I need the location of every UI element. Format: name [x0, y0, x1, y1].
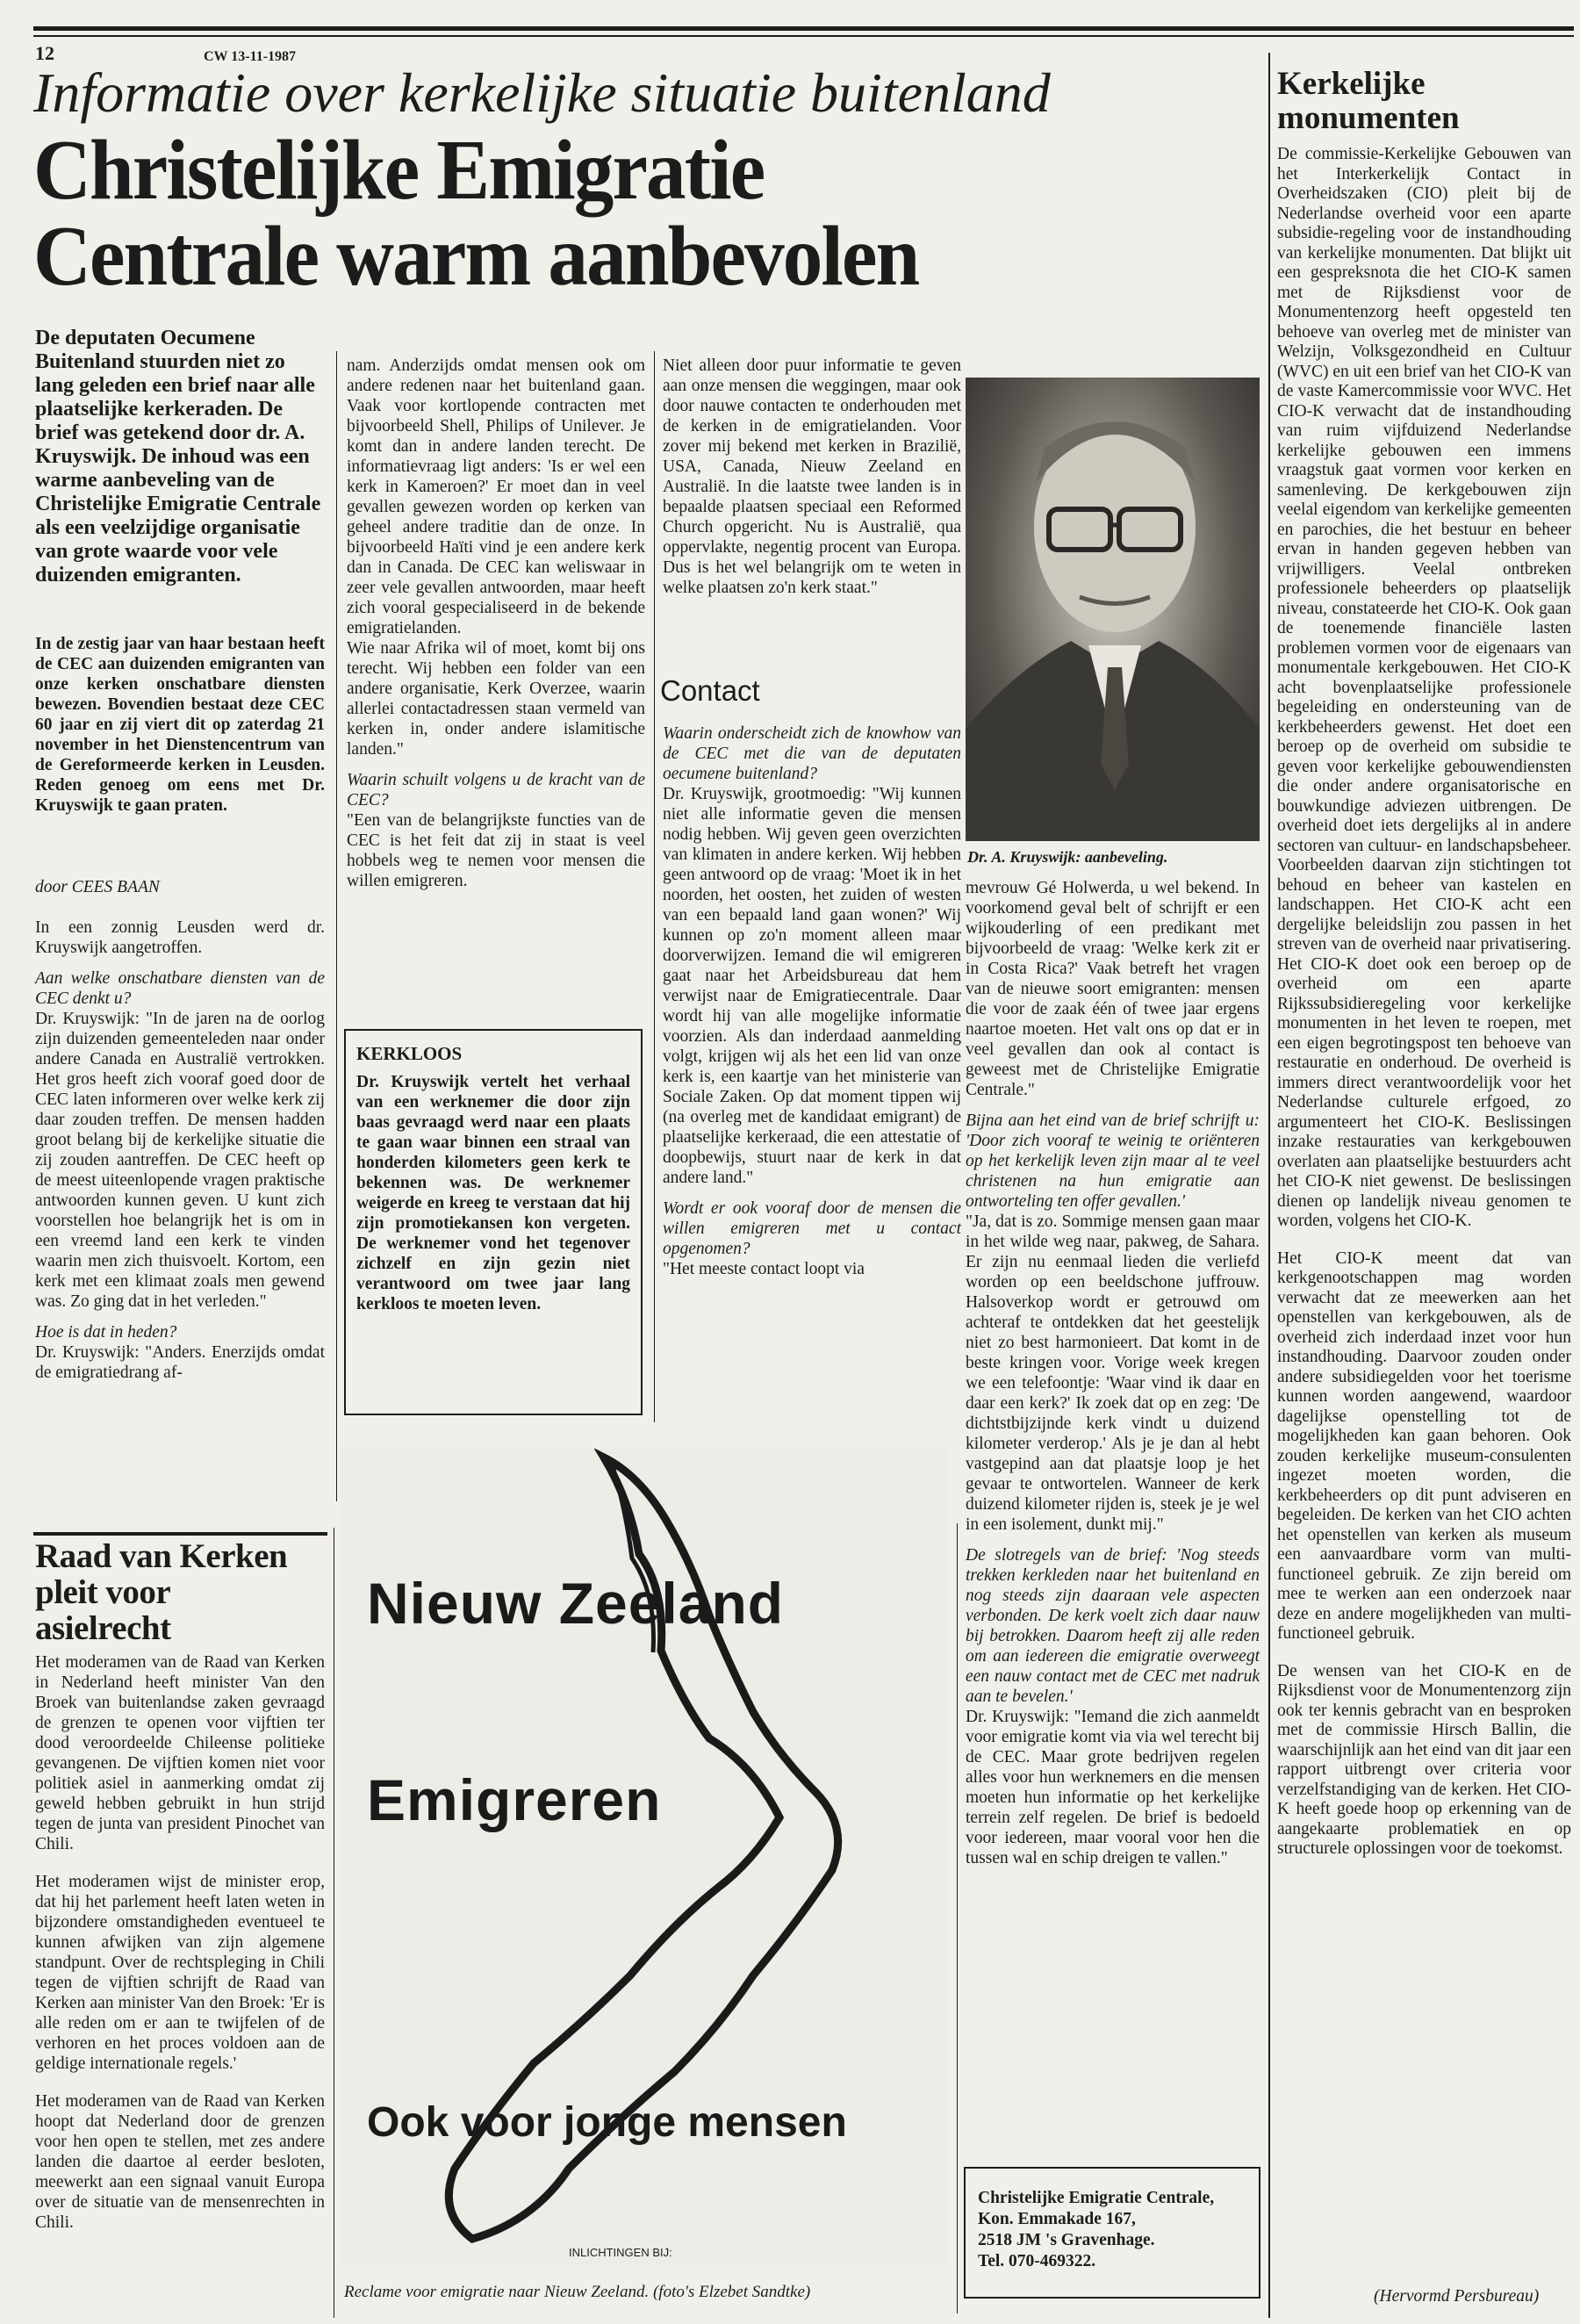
ad-subtitle: Emigreren [367, 1767, 662, 1832]
article-kicker: Informatie over kerkelijke situatie buitenland [33, 61, 1051, 124]
paragraph: Het CIO-K meent dat van kerkgenootschappen mag worden verwacht dat ze meewerken aan het openstellen van kerkgebouwen, als de overheid zich inderdaad inzet voor hun instandhouding. Daarvoor zouden onder andere subsidiegelden voor het toerisme kunnen worden aangewend, waardoor dagelijkse openstelling tot de mogelijkheden kan gaan behoren. Ook zouden kerkelijke museum-consulenten ingezet moeten worden, die kerkbeheerders op dit punt adviseren en begeleiden. De kerken van het CIO achten het openstellen van kerken als museum een aanvaardbare vorm van multi-functioneel gebruik. Ze zijn bereid om mee te werken aan een onderzoek naar deze en andere mogelijkheden van multi-functioneel gebruik. [1277, 1248, 1571, 1643]
paragraph: Dr. Kruyswijk: "In de jaren na de oorlog zijn duizenden gemeenteleden naar onder andere Canada en Australië vertrokken. Het gros heeft zich vooraf goed door de CEC laten informeren over welke kerk zij daar zouden treffen. De mensen hadden groot belang bij de kerkelijke situatie die zij zouden aantreffen. De CEC heeft op de meest uiteenlopende vragen praktische antwoorden kunnen geven. U kunt zich voorstellen hoe belangrijk het is om in een vreemd land een kerk te vinden waarin men zich thuisvoelt. Kortom, een kerk met een klimaat zoals men gewend was. Zo ging dat in het verleden." [35, 1010, 325, 1311]
paragraph: "Ja, dat is zo. Sommige mensen gaan maar in het wilde weg naar, pakweg, de Sahara. Er zijn nu eenmaal lieden die verliefd worden op een beeldschone juffrouw. Halsoverkop wordt er getrouwd om achteraf te ontdekken dat het geestelijk niet zo best harmonieert. Dat komt in de beste kringen voor. Vorige week kregen we een telefoontje: 'Waar vind ik daar en daar een kerk?' Ik zoek dat op en zeg: 'De dichtstbijzijnde kerk vindt u duizend kilometer verderop.' Als je je dan al hebt vastgepind aan dat plaatsje loop je het gevaar te ontwortelen. Wanneer de kerk duizend kilometer rijden is, steek je je wel in een isolement, dunkt mij." [966, 1212, 1260, 1534]
monumenten-body [1277, 145, 1571, 1860]
paragraph: Waarin schuilt volgens u de kracht van de CEC? [347, 771, 645, 809]
paragraph: Wordt er ook vooraf door de mensen die willen emigreren met u contact opgenomen? [663, 1199, 961, 1258]
column-2-body [347, 356, 645, 891]
monumenten-headline-line: Kerkelijke [1277, 66, 1426, 102]
column-4-body [966, 878, 1260, 1868]
ad-small-print: INLICHTINGEN BIJ: [569, 2246, 672, 2259]
paragraph: Niet alleen door puur informatie te geven aan onze mensen die weggingen, maar ook door nauwe contacten te onderhouden met de kerken in de emigratielanden. Voor zover mij bekend met kerken in Brazilië, USA, Canada, Nieuw Zeeland en Australië. In die laatste twee landen is in bepaalde plaatsen speciaal een Reformed Church opgericht. Nu is Australië, qua oppervlakte, negentig procent van Europa. Dus is het wel belangrijk om te weten in welke plaatsen zo'n kerk staat." [663, 356, 961, 597]
column-rule [1268, 53, 1270, 2318]
raad-body [35, 1652, 325, 2233]
paragraph: Waarin onderscheidt zich de knowhow van de CEC met die van de deputaten oecumene buitenland? [663, 724, 961, 783]
article-lead: De deputaten Oecumene Buitenland stuurden niet zo lang geleden een brief naar alle plaatselijke kerkeraden. De brief was getekend door dr. A. Kruyswijk. De inhoud was een warme aanbeveling van de Christelijke Emigratie Centrale als een veelzijdige organisatie van grote waarde voor vele duizenden emigranten. [35, 327, 321, 586]
ad-image [341, 1449, 946, 2265]
column-rule [654, 351, 655, 1422]
top-rule-thin [33, 35, 1574, 37]
address-line: 2518 JM 's Gravenhage. [978, 2231, 1155, 2249]
raad-headline-line: pleit voor [35, 1573, 171, 1611]
page-number: 12 [35, 42, 54, 64]
paragraph: De commissie-Kerkelijke Gebouwen van het Interkerkelijk Contact in Overheidszaken (CIO) pleit bij de Nederlandse overheid voor een aparte subsidie-regeling voor de instandhouding van kerkelijke monumenten. Dat blijkt uit een gespreksnota die het CIO-K samen met de Rijksdienst voor de Monumentenzorg heeft opgesteld ten behoeve van overleg met de minister van Welzijn, Volksgezondheid en Cultuur (WVC) en uit een brief van het CIO-K van de vaste Kamercommissie voor WVC. Het CIO-K verwacht dat de instandhouding van ruim vijfduizend Nederlandse kerkelijke gebouwen een immens vraagstuk gaat vormen voor kerken en samenleving. De kerkgebouwen zijn veelal eigendom van kerkelijke gemeenten en parochies, die het bestuur en beheer ervan in handen gegeven hebben van vrijwilligers. Veelal ontbreken professionele beheerders op plaatselijk niveau, constateerde het CIO-K. Ook gaan de toenemende financiële lasten problemen vormen voor de eigenaars van monumentale kerkgebouwen. Het CIO-K acht bovenplaatselijke professionele begeleiding en ondersteuning van de kerkbeheerders gewenst. Het doet een beroep op de overheid om subsidie te geven voor kerkelijke gebouwendiensten die onder andere organisatorische en bouwkundige adviezen uitbrengen. De overheid doet iets dergelijks al in andere sectoren van cultuur- en landschapsbeheer. Voorbeelden daarvan zijn stichtingen tot behoud en beheer van kastelen en landschappen. Het CIO-K acht een dergelijke beleidslijn zou passen in het streven van de overheid naar privatisering. Het CIO-K doet ook een beroep op de overheid om een aparte Rijkssubsidieregeling voor kerkelijke monumenten in het leven te roepen, met een eigen begrotingspost ten behoeve van restauratie en onderhoud. De overheid is immers direct verantwoordelijk voor het Nederlandse culturele erfgoed, zo argumenteert het CIO-K. Beslissingen inzake restauraties van kerkgebouwen overlaten aan plaatselijke bestuurders acht het CIO-K niet gewenst. De beslissingen dienen op landelijk niveau genomen te worden, volgens het CIO-K. [1277, 145, 1571, 1230]
column-3-body [663, 356, 961, 598]
paragraph: nam. Anderzijds omdat mensen ook om andere redenen naar het buitenland gaan. Vaak voor kortlopende contracten met bijvoorbeeld Shell, Philips of Unilever. Je komt dan in andere landen terecht. De informatievraag ligt anders: 'Is er wel een kerk in Kameroen?' Er moet dan in veel gevallen gewezen worden op kerken van geheel andere traditie dan de onze. In bijvoorbeeld Haïti vind je een andere kerk dan in Canada. De CEC kan weliswaar in zeer vele gevallen antwoorden, maar heeft zich vooral gespecialiseerd in de bekende emigratielanden. [347, 356, 645, 637]
article-headline [33, 123, 919, 304]
ad-title: Nieuw Zeeland [367, 1571, 785, 1636]
paragraph: Dr. Kruyswijk: "Anders. Enerzijds omdat de emigratiedrang af- [35, 1343, 325, 1382]
column-3-body-continued [663, 713, 961, 1279]
raad-headline [35, 1538, 287, 1646]
paragraph: Aan welke onschatbare diensten van de CEC denkt u? [35, 969, 325, 1008]
paragraph: Wie naar Afrika wil of moet, komt bij ons terecht. Wij hebben een folder van een andere organisatie, Kerk Overzee, waarin allerlei contactadressen staan vermeld van kerken in, onder andere islamitische landen." [347, 639, 645, 759]
top-rule [33, 26, 1574, 31]
paragraph: Het moderamen van de Raad van Kerken in Nederland heeft minister Van den Broek van buitenlandse zaken gevraagd de grenzen te openen voor vijftien ter dood veroordeelde Chileense politieke gevangenen. De vijftien komen niet voor politiek asiel in aanmerking omdat zij geweld hebben gebruikt in hun strijd tegen de junta van president Pinochet van Chili. [35, 1653, 325, 1853]
ad-tagline: Ook voor jonge mensen [367, 2099, 847, 2146]
paragraph: In een zonnig Leusden werd dr. Kruyswijk aangetroffen. [35, 918, 325, 957]
monumenten-headline-line: monumenten [1277, 100, 1460, 136]
raad-headline-line: Raad van Kerken [35, 1537, 288, 1575]
address-line: Christelijke Emigratie Centrale, [978, 2189, 1215, 2207]
paragraph: Bijna aan het eind van de brief schrijft u: 'Door zich vooraf te weinig te oriënteren op het kerkelijk leven zijn maar al te veel christenen na hun emigratie aan ontworteling ten offer gevallen.' [966, 1112, 1260, 1211]
headline-line-2: Centrale warm aanbevolen [33, 209, 919, 304]
column-rule [957, 1523, 958, 2313]
headline-line-1: Christelijke Emigratie [33, 123, 765, 218]
kerkloos-box [344, 1029, 643, 1415]
monumenten-headline [1277, 67, 1460, 135]
address-line: Kon. Emmakade 167, [978, 2210, 1136, 2228]
kerkloos-body: Dr. Kruyswijk vertelt het verhaal van een werknemer die door zijn baas gevraagd werd naar een plaats te gaan waar binnen een straal van honderden kilometers geen kerk te bekennen was. De werknemer weigerde en kreeg te verstaan dat hij zijn promotiekansen kon vergeten. De werknemer vond het tegenover zichzelf en zijn gezin niet verantwoord om twee jaar lang kerkloos te moeten leven. [356, 1073, 630, 1313]
paragraph: Het moderamen wijst de minister erop, dat hij het parlement heeft laten weten in bijzondere omstandigheden eventueel te kunnen afwijken van zijn algemene standpunt. Over de rechtspleging in Chili tegen de vijftien schrijft de Raad van Kerken aan minister Van den Broek: 'Er is alle reden om er aan te twijfelen of de verhoren en het proces voldoen aan de geldige internationale regels.' [35, 1873, 325, 2073]
address-box [964, 2167, 1260, 2299]
portrait-photo [966, 378, 1260, 841]
paragraph: "Een van de belangrijkste functies van de CEC is het feit dat zij in staat is veel hobbels weg te nemen voor mensen die willen emigreren. [347, 811, 645, 890]
paragraph: mevrouw Gé Holwerda, u wel bekend. In voorkomend geval belt of schrijft er een wijkouderling of een predikant met bijvoorbeeld de vraag: 'Welke kerk zit er in Costa Rica?' Vaak betreft het vragen van de nieuwe soort emigranten: mensen die voor de zaak één of twee jaar ergens naartoe moeten. Het valt ons op dat er in veel gevallen dan ook al contact is geweest met de Christelijke Emigratie Centrale." [966, 879, 1260, 1099]
monumenten-source: (Hervormd Persbureau) [1374, 2287, 1540, 2306]
paragraph: De wensen van het CIO-K en de Rijksdienst voor de Monumentenzorg zijn ook ter kennis gebracht van en besproken met de commissie Hirsch Ballin, die waarschijnlijk aan het eind van dit jaar een rapport uitbrengt over criteria voor verzelfstandiging van de kerken. Het CIO-K heeft goede hoop op erkenning van de aangekaarte problematiek en op structurele oplossingen voor de toekomst. [1277, 1661, 1571, 1858]
paragraph: Dr. Kruyswijk: "Iemand die zich aanmeldt voor emigratie komt via via wel terecht bij de CEC. Maar grote bedrijven regelen alles voor hun werknemers en die mensen moeten hun informatie op het kerkelijke terrein zelf regelen. De brief is bedoeld voor iedereen, maar vooral voor hen die tussen wal en schip dreigen te vallen." [966, 1708, 1260, 1867]
paragraph: Hoe is dat in heden? [35, 1323, 177, 1342]
byline: door CEES BAAN [35, 878, 160, 896]
photo-caption: Dr. A. Kruyswijk: aanbeveling. [967, 848, 1168, 866]
section-rule [33, 1532, 327, 1536]
column-1-body [35, 917, 325, 1383]
paragraph: "Het meeste contact loopt via [663, 1260, 865, 1278]
issue-date: CW 13-11-1987 [204, 49, 297, 64]
portrait-figure [966, 378, 1260, 841]
ad-caption: Reclame voor emigratie naar Nieuw Zeeland. (foto's Elzebet Sandtke) [344, 2283, 811, 2301]
paragraph: Het moderamen van de Raad van Kerken hoopt dat Nederland door de grenzen voor hen open te stellen, met zes andere landen die daartoe al eerder besloten, meewerkt aan een signaal vanuit Europa over de situatie van de mensenrechten in Chili. [35, 2092, 325, 2232]
paragraph: Dr. Kruyswijk, grootmoedig: "Wij kunnen niet alle informatie geven die mensen nodig hebben. Wij geven geen overzichten van klimaten in andere kerken. Wij hebben geen antwoord op de vraag: 'Moet ik in het noorden, het oosten, het zuiden of westen van een bepaald land gaan wonen?' Wij kunnen op zo'n moment alleen maar doorverwijzen. Iemand die wil emigreren gaat naar het Arbeidsbureau dat hem verwijst naar de Emigratiecentrale. Daar wordt hij van alle mogelijke informatie voorzien. Als dan inderdaad aanmelding volgt, krijgen wij als het een lid van onze kerk is, een kaartje van het ministerie van Sociale Zaken. Op dat moment tippen wij (na overleg met de kandidaat emigrant) de plaatselijke kerkeraad, die een attestatie of doopbewijs, stuurt naar de kerk in dat andere land." [663, 785, 961, 1187]
kerkloos-title: KERKLOOS [356, 1043, 463, 1064]
address-line: Tel. 070-469322. [978, 2252, 1096, 2270]
column-rule [336, 351, 337, 1501]
paragraph: De slotregels van de brief: 'Nog steeds trekken kerkleden naar het buitenland en nog steeds zijn daaraan vele aspecten verbonden. De kerk voelt zich daar nauw bij betrokken. Daarom heeft zij alle reden om aan iedereen die emigratie overweegt een nauw contact met de CEC met nadruk aan te bevelen.' [966, 1546, 1260, 1706]
article-intro: In de zestig jaar van haar bestaan heeft de CEC aan duizenden emigranten van onze kerken onschatbare diensten bewezen. Bovendien bestaat deze CEC 60 jaar en zij viert dit op zaterdag 21 november in het Dienstencentrum van de Gereformeerde kerken in Leusden. Reden genoeg om eens met Dr. Kruyswijk te gaan praten. [35, 635, 325, 815]
contact-heading: Contact [660, 674, 760, 707]
raad-headline-line: asielrecht [35, 1609, 171, 1647]
